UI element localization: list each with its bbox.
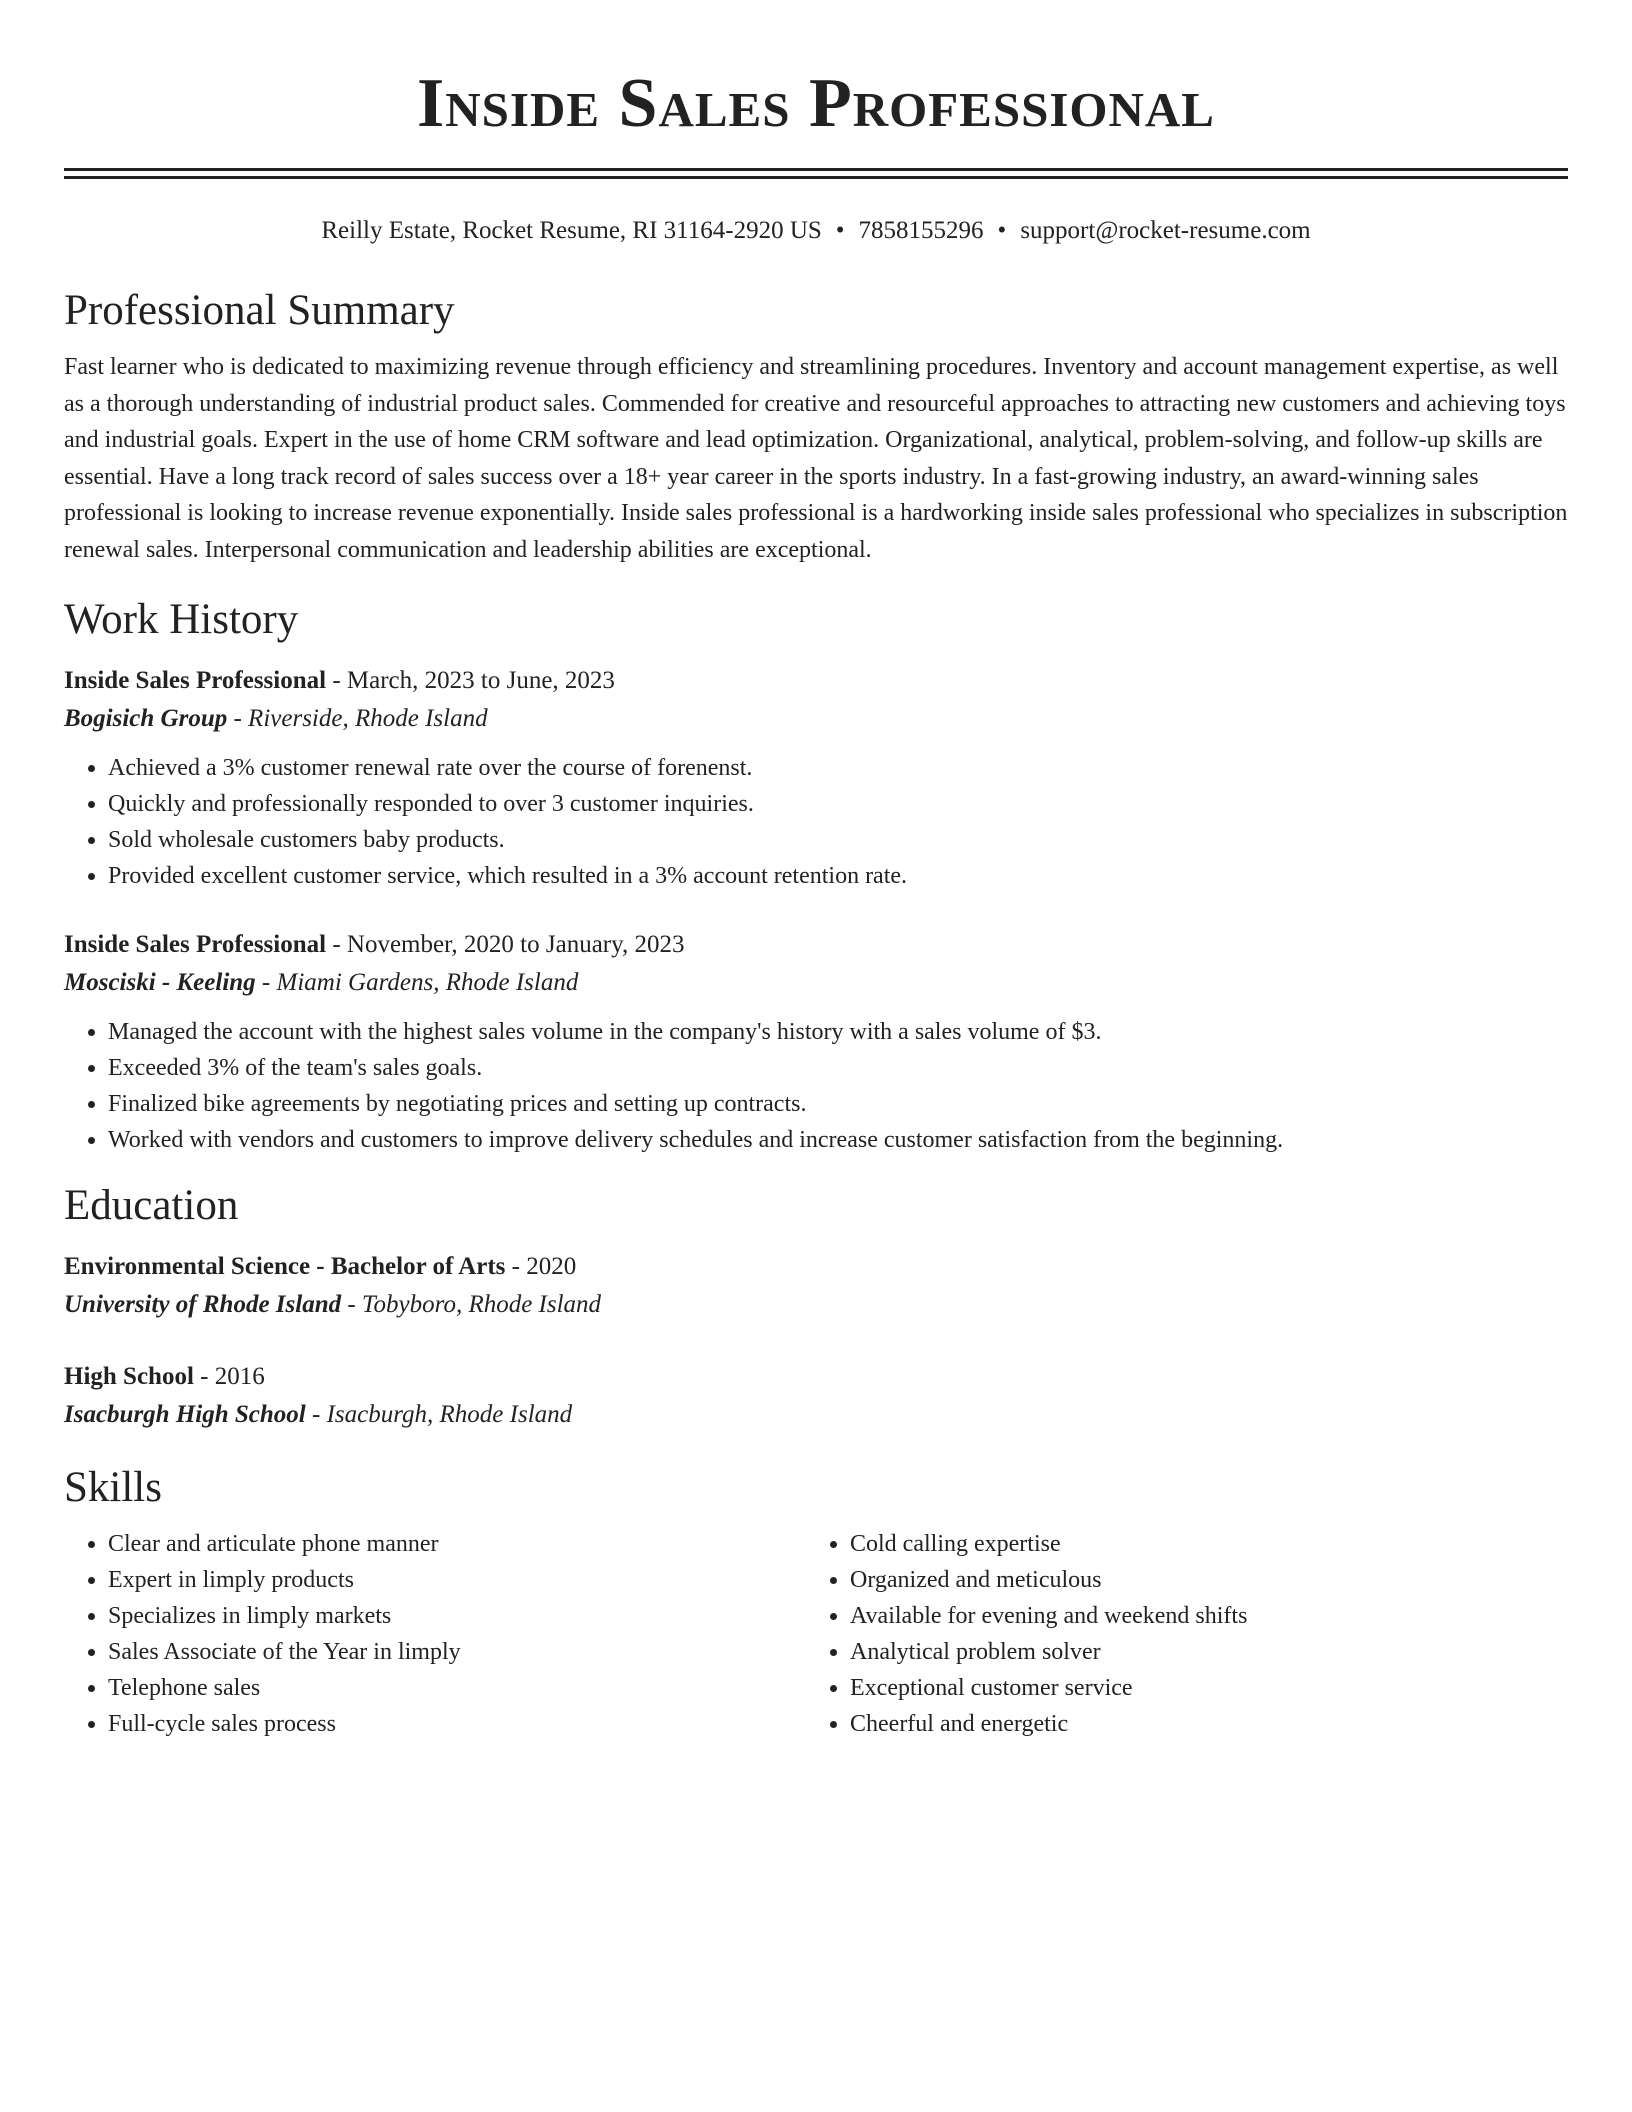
- education-degree: Environmental Science - Bachelor of Arts: [64, 1253, 506, 1280]
- skills-grid: [64, 1526, 1568, 1742]
- job-dates: - November, 2020 to January, 2023: [326, 931, 685, 958]
- skills-column-right: [806, 1526, 1548, 1742]
- list-item: • Managed the account with the highest sales volume in the company's history with a sales volume of $3.: [108, 1014, 1568, 1050]
- skill-item: • Clear and articulate phone manner: [108, 1526, 806, 1562]
- job-header: [64, 926, 1568, 964]
- contact-email: support@rocket-resume.com: [1020, 217, 1311, 244]
- job-location: - Miami Gardens, Rhode Island: [255, 969, 579, 996]
- list-item: • Exceeded 3% of the team's sales goals.: [108, 1050, 1568, 1086]
- education-year: - 2016: [193, 1363, 265, 1390]
- job-title: Inside Sales Professional: [64, 931, 327, 958]
- job-entry: [64, 926, 1568, 1158]
- list-item: • Finalized bike agreements by negotiating prices and setting up contracts.: [108, 1086, 1568, 1122]
- resume-name: Inside Sales Professional: [417, 65, 1215, 142]
- list-item: • Achieved a 3% customer renewal rate over the course of forenenst.: [108, 750, 1568, 786]
- skill-item: • Available for evening and weekend shifts: [850, 1598, 1548, 1634]
- education-school: University of Rhode Island: [64, 1291, 342, 1318]
- education-entry: [64, 1248, 1568, 1324]
- education-school-line: [64, 1286, 1568, 1324]
- section-heading-summary: Professional Summary: [64, 287, 455, 334]
- job-company-line: [64, 964, 1568, 1002]
- list-item: • Provided excellent customer service, which resulted in a 3% account retention rate.: [108, 858, 1568, 894]
- contact-separator: •: [997, 217, 1007, 244]
- education-header: [64, 1358, 1568, 1396]
- skill-item: • Full-cycle sales process: [108, 1706, 806, 1742]
- resume-page: [64, 0, 1568, 1742]
- job-bullets: [64, 750, 1568, 894]
- work-history-section: [64, 594, 1568, 1158]
- job-entry: [64, 662, 1568, 894]
- education-school: Isacburgh High School: [64, 1401, 306, 1428]
- list-item: • Quickly and professionally responded to over 3 customer inquiries.: [108, 786, 1568, 822]
- skill-item: • Analytical problem solver: [850, 1634, 1548, 1670]
- skill-item: • Expert in limply products: [108, 1562, 806, 1598]
- skill-item: • Cheerful and energetic: [850, 1706, 1548, 1742]
- section-heading-work: Work History: [64, 596, 299, 643]
- list-item: • Worked with vendors and customers to improve delivery schedules and increase customer satisfaction from the beginning.: [108, 1122, 1568, 1158]
- education-year: - 2020: [505, 1253, 577, 1280]
- section-heading-skills: Skills: [64, 1464, 162, 1511]
- job-title: Inside Sales Professional: [64, 667, 327, 694]
- skill-item: • Specializes in limply markets: [108, 1598, 806, 1634]
- contact-line: [64, 215, 1568, 247]
- skills-section: [64, 1462, 1568, 1742]
- job-company: Bogisich Group: [64, 705, 228, 732]
- job-company: Mosciski - Keeling: [64, 969, 256, 996]
- contact-address: Reilly Estate, Rocket Resume, RI 31164-2920 US: [321, 217, 822, 244]
- education-degree: High School: [64, 1363, 194, 1390]
- contact-phone: 7858155296: [858, 217, 984, 244]
- contact-separator: •: [835, 217, 845, 244]
- skills-column-left: [64, 1526, 806, 1742]
- skill-item: • Organized and meticulous: [850, 1562, 1548, 1598]
- skill-item: • Exceptional customer service: [850, 1670, 1548, 1706]
- education-entry: [64, 1358, 1568, 1434]
- header-divider: [64, 168, 1568, 179]
- skill-item: • Cold calling expertise: [850, 1526, 1548, 1562]
- summary-section: [64, 285, 1568, 568]
- job-header: [64, 662, 1568, 700]
- education-location: - Isacburgh, Rhode Island: [305, 1401, 573, 1428]
- job-company-line: [64, 700, 1568, 738]
- education-header: [64, 1248, 1568, 1286]
- education-location: - Tobyboro, Rhode Island: [341, 1291, 602, 1318]
- job-bullets: [64, 1014, 1568, 1158]
- list-item: • Sold wholesale customers baby products.: [108, 822, 1568, 858]
- education-section: [64, 1180, 1568, 1434]
- section-heading-education: Education: [64, 1182, 239, 1229]
- summary-paragraph: Fast learner who is dedicated to maximizing revenue through efficiency and streamlining procedures. Inventory and account management expertise, as well as a thorough understanding of industrial product sales. Commended for creative and resourceful approaches to attracting new customers and achieving toys and industrial goals. Expert in the use of home CRM software and lead optimization. Organizational, analytical, problem-solving, and follow-up skills are essential. Have a long track record of sales success over a 18+ year career in the sports industry. In a fast-growing industry, an award-winning sales professional is looking to increase revenue exponentially. Inside sales professional is a hardworking inside sales professional who specializes in subscription renewal sales. Interpersonal communication and leadership abilities are exceptional.: [64, 354, 1568, 563]
- job-location: - Riverside, Rhode Island: [227, 705, 488, 732]
- education-school-line: [64, 1396, 1568, 1434]
- job-dates: - March, 2023 to June, 2023: [326, 667, 615, 694]
- skill-item: • Telephone sales: [108, 1670, 806, 1706]
- skill-item: • Sales Associate of the Year in limply: [108, 1634, 806, 1670]
